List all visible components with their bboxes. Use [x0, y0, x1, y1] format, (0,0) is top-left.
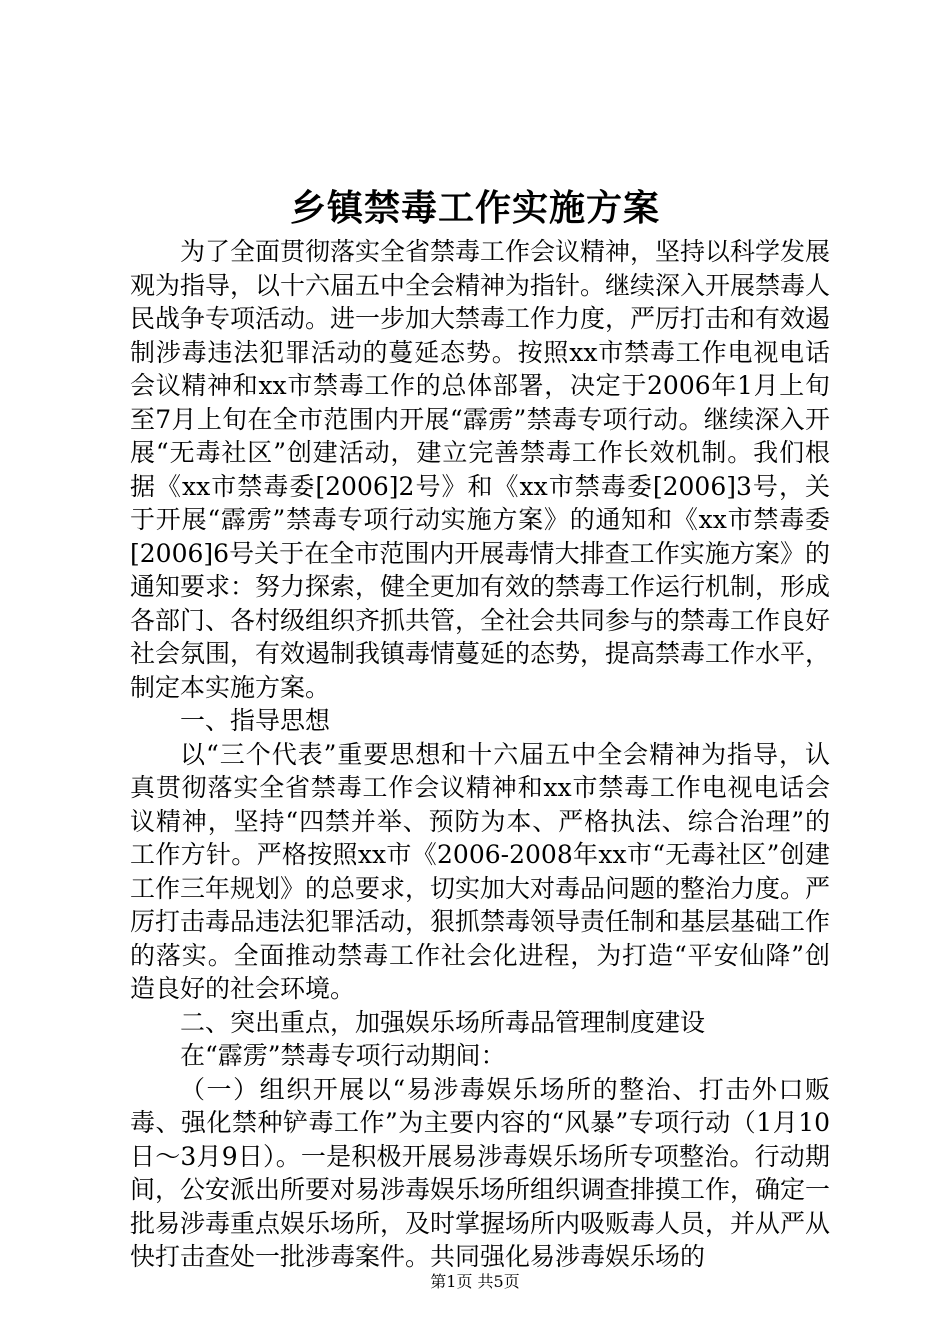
- intro-paragraph: 为了全面贯彻落实全省禁毒工作会议精神，坚持以科学发展观为指导，以十六届五中全会精神为指针。继续深入开展禁毒人民战争专项活动。进一步加大禁毒工作力度，严厉打击和有效遏制涉毒违法犯罪活动的蔓延态势。按照xx市禁毒工作电视电话会议精神和xx市禁毒工作的总体部署，决定于2006年1月上旬至7月上旬在全市范围内开展“霹雳”禁毒专项行动。继续深入开展“无毒社区”创建活动，建立完善禁毒工作长效机制。我们根据《xx市禁毒委[2006]2号》和《xx市禁毒委[2006]3号，关于开展“霹雳”禁毒专项行动实施方案》的通知和《xx市禁毒委[2006]6号关于在全市范围内开展毒情大排查工作实施方案》的通知要求：努力探索，健全更加有效的禁毒工作运行机制，形成各部门、各村级组织齐抓共管，全社会共同参与的禁毒工作良好社会氛围，有效遏制我镇毒情蔓延的态势，提高禁毒工作水平，制定本实施方案。: [130, 237, 831, 702]
- item-one-paragraph: （一）组织开展以“易涉毒娱乐场所的整治、打击外口贩毒、强化禁种铲毒工作”为主要内容的“风暴”专项行动（1月10日～3月9日）。一是积极开展易涉毒娱乐场所专项整治。行动期间，公安派出所要对易涉毒娱乐场所组织调查排摸工作，确定一批易涉毒重点娱乐场所，及时掌握场所内吸贩毒人员，并从严从快打击查处一批涉毒案件。共同强化易涉毒娱乐场的: [130, 1074, 831, 1271]
- operation-period-line: 在“霹雳”禁毒专项行动期间：: [180, 1041, 506, 1070]
- document-title: 乡镇禁毒工作实施方案: [289, 187, 660, 229]
- document-body: [130, 235, 830, 1274]
- page-number-footer: 第1页 共5页: [430, 1272, 520, 1291]
- section-heading-key-focus: 二、突出重点，加强娱乐场所毒品管理制度建设: [180, 1007, 706, 1037]
- guiding-ideology-paragraph: 以“三个代表”重要思想和十六届五中全会精神为指导，认真贯彻落实全省禁毒工作会议精神和xx市禁毒工作电视电话会议精神，坚持“四禁并举、预防为本、严格执法、综合治理”的工作方针。严格按照xx市《2006-2008年xx市“无毒社区”创建工作三年规划》的总要求，切实加大对毒品问题的整治力度。严厉打击毒品违法犯罪活动，狠抓禁毒领导责任制和基层基础工作的落实。全面推动禁毒工作社会化进程，为打造“平安仙降”创造良好的社会环境。: [130, 739, 831, 1003]
- section-heading-guiding-ideology: 一、指导思想: [180, 706, 331, 735]
